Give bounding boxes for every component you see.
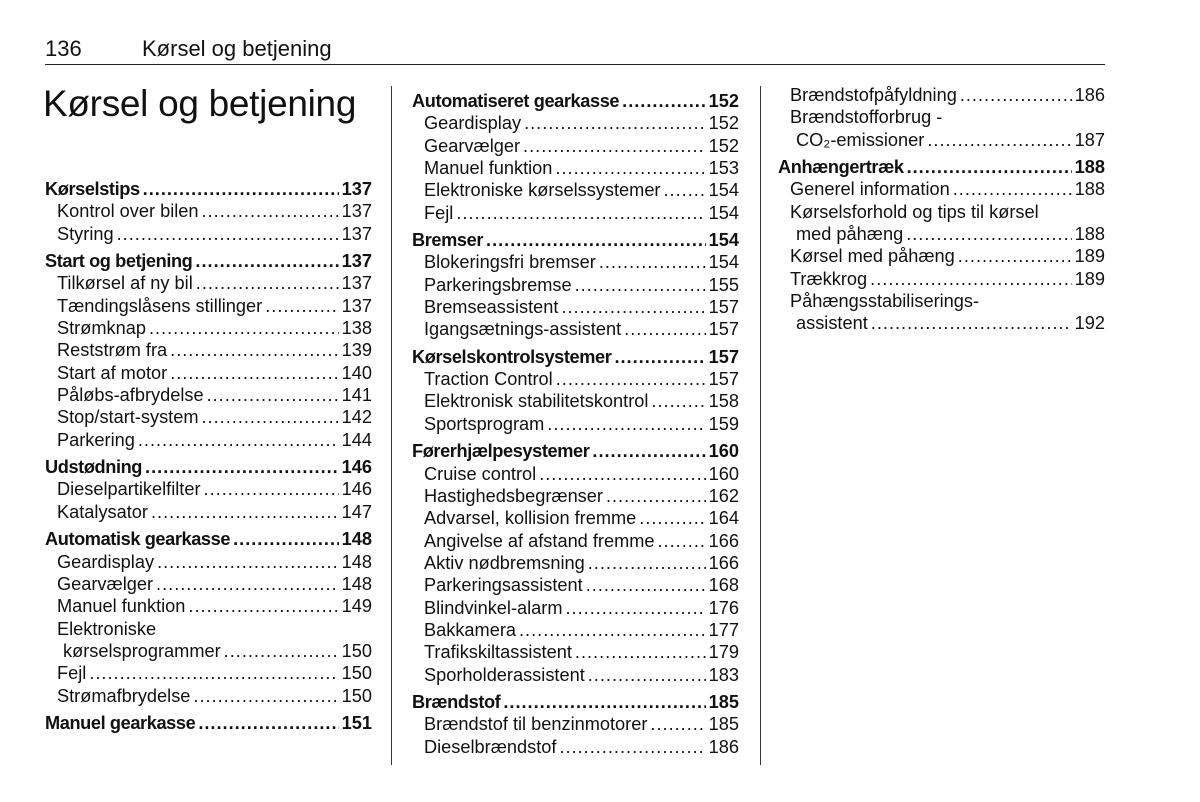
leader-dots [456, 202, 705, 224]
toc-sub-entry[interactable] [45, 551, 372, 573]
toc-sub-entry[interactable] [412, 485, 739, 507]
toc-sub-entry[interactable] [45, 406, 372, 428]
entry-label: Dieselbrændstof [424, 736, 557, 757]
entry-page: 149 [341, 596, 372, 617]
leader-dots [170, 339, 339, 361]
toc-section [412, 229, 739, 341]
entry-label: Sportsprogram [424, 413, 545, 434]
toc-sub-entry[interactable] [412, 157, 739, 179]
toc-sub-entry[interactable] [412, 641, 739, 663]
toc-chapter-entry[interactable] [45, 528, 372, 550]
leader-dots [202, 200, 339, 222]
toc-chapter-entry[interactable] [45, 712, 372, 734]
toc-section [45, 178, 372, 245]
entry-label: Start og betjening [45, 251, 193, 272]
entry-page: 192 [1074, 313, 1105, 334]
toc-sub-entry[interactable] [412, 368, 739, 390]
toc-sub-entry[interactable] [45, 295, 372, 317]
entry-label: Traction Control [424, 369, 553, 390]
entry-page: 154 [708, 252, 739, 273]
entry-page: 152 [708, 113, 739, 134]
entry-page: 157 [708, 369, 739, 390]
leader-dots [565, 597, 705, 619]
entry-label: Styring [57, 223, 114, 244]
toc-column-3 [778, 84, 1105, 340]
entry-label: Geardisplay [424, 113, 522, 134]
entry-page: 189 [1074, 268, 1105, 289]
column-divider [760, 86, 761, 765]
entry-label: Kørselskontrolsystemer [412, 346, 612, 367]
entry-label: Advarsel, kollision fremme [424, 508, 637, 529]
toc-sub-entry[interactable] [412, 736, 739, 758]
toc-chapter-entry[interactable] [412, 229, 739, 251]
entry-label: Fejl [57, 663, 87, 684]
entry-label: Brændstof [412, 691, 501, 712]
toc-sub-entry[interactable] [778, 129, 1105, 151]
leader-dots [559, 736, 705, 758]
entry-label: kørselsprogrammer [63, 640, 221, 661]
entry-label: Katalysator [57, 501, 148, 522]
entry-page: 187 [1074, 129, 1105, 150]
toc-sub-entry[interactable] [45, 200, 372, 222]
entry-page: 164 [708, 508, 739, 529]
entry-page: 144 [341, 429, 372, 450]
entry-page: 137 [341, 295, 372, 316]
toc-sub-entry[interactable] [45, 640, 372, 662]
leader-dots [524, 112, 706, 134]
leader-dots [960, 84, 1072, 106]
leader-dots [575, 641, 706, 663]
entry-page: 154 [708, 230, 739, 251]
entry-page: 150 [341, 640, 372, 661]
leader-dots [651, 390, 705, 412]
entry-label: Start af motor [57, 362, 168, 383]
entry-label-line1: Kørselsforhold og tips til kørsel [790, 201, 1039, 222]
toc-sub-entry[interactable] [45, 223, 372, 245]
entry-label: Angivelse af afstand fremme [424, 530, 655, 551]
entry-label: Elektronisk stabilitetskontrol [424, 391, 649, 412]
toc-chapter-entry[interactable] [45, 178, 372, 200]
toc-sub-entry[interactable] [45, 501, 372, 523]
entry-page: 157 [708, 346, 739, 367]
toc-sub-entry[interactable] [412, 664, 739, 686]
entry-page: 186 [1074, 85, 1105, 105]
toc-section [778, 156, 1105, 335]
leader-dots [156, 573, 339, 595]
toc-section [412, 691, 739, 758]
leader-dots [639, 507, 705, 529]
leader-dots [588, 552, 706, 574]
toc-sub-entry[interactable] [45, 662, 372, 684]
entry-label: Strømafbrydelse [57, 685, 191, 706]
leader-dots [927, 129, 1071, 151]
entry-label: Førerhjælpesystemer [412, 441, 590, 462]
entry-page: 137 [341, 179, 372, 199]
entry-page: 160 [708, 463, 739, 484]
entry-page: 188 [1074, 157, 1105, 178]
leader-dots [89, 662, 338, 684]
entry-label: Cruise control [424, 463, 537, 484]
toc-sub-entry[interactable] [412, 274, 739, 296]
leader-dots [556, 368, 706, 390]
leader-dots [196, 272, 339, 294]
toc-sub-entry[interactable] [412, 530, 739, 552]
entry-page: 148 [341, 573, 372, 594]
chapter-title: Kørsel og betjening [43, 83, 357, 124]
toc-sub-entry[interactable] [45, 272, 372, 294]
entry-label: med påhæng [796, 224, 904, 245]
leader-dots [586, 574, 706, 596]
leader-dots [870, 268, 1072, 290]
leader-dots [503, 691, 705, 713]
entry-page: 148 [341, 551, 372, 572]
entry-label: Parkeringsbremse [424, 274, 572, 295]
toc-sub-entry[interactable] [412, 619, 739, 641]
leader-dots [539, 463, 705, 485]
entry-label: Brændstof til benzinmotorer [424, 714, 648, 735]
leader-dots [664, 179, 706, 201]
leader-dots [149, 317, 339, 339]
entry-label: assistent [796, 313, 868, 334]
leader-dots [188, 595, 338, 617]
entry-page: 158 [708, 391, 739, 412]
toc-section [45, 250, 372, 451]
leader-dots [658, 530, 706, 552]
entry-page: 151 [341, 712, 372, 733]
entry-page: 137 [341, 201, 372, 222]
toc-section [45, 712, 372, 734]
entry-label: Trækkrog [790, 268, 868, 289]
toc-sub-entry[interactable] [778, 178, 1105, 200]
entry-page: 137 [341, 223, 372, 244]
leader-dots [198, 712, 338, 734]
toc-sub-entry[interactable] [412, 597, 739, 619]
entry-label: Blindvinkel-alarm [424, 597, 563, 618]
entry-page: 155 [708, 274, 739, 295]
toc-sub-entry[interactable] [412, 574, 739, 596]
toc-sub-entry[interactable] [45, 317, 372, 339]
entry-page: 168 [708, 575, 739, 596]
entry-page: 137 [341, 273, 372, 294]
entry-label: Parkeringsassistent [424, 575, 583, 596]
toc-sub-entry[interactable] [412, 251, 739, 273]
toc-sub-entry[interactable] [412, 713, 739, 735]
leader-dots [138, 429, 339, 451]
entry-label: Manuel gearkasse [45, 712, 196, 733]
toc-chapter-entry[interactable] [412, 440, 739, 462]
column-divider [391, 86, 392, 765]
entry-label: Brændstofpåfyldning [790, 85, 957, 105]
entry-label: Geardisplay [57, 551, 155, 572]
entry-page: 162 [708, 485, 739, 506]
entry-page: 166 [708, 530, 739, 551]
leader-dots [606, 485, 706, 507]
toc-section [45, 456, 372, 523]
leader-dots [157, 551, 339, 573]
leader-dots [193, 685, 338, 707]
leader-dots [592, 440, 705, 462]
entry-label: Fejl [424, 202, 454, 223]
toc-sub-entry[interactable] [778, 223, 1105, 245]
entry-page: 157 [708, 319, 739, 340]
toc-section [412, 440, 739, 686]
leader-dots [145, 456, 339, 478]
toc-sub-entry[interactable] [412, 463, 739, 485]
toc-sub-entry[interactable] [412, 202, 739, 224]
toc-chapter-entry[interactable] [412, 691, 739, 713]
toc-sub-entry[interactable] [45, 384, 372, 406]
toc-chapter-entry[interactable] [45, 456, 372, 478]
page-number: 136 [45, 36, 82, 61]
entry-page: 159 [708, 413, 739, 434]
entry-label-line1: Brændstofforbrug - [790, 107, 943, 128]
leader-dots [599, 251, 706, 273]
leader-dots [547, 413, 705, 435]
toc-sub-entry[interactable] [778, 245, 1105, 267]
entry-page: 150 [341, 685, 372, 706]
entry-page: 153 [708, 158, 739, 179]
leader-dots [614, 346, 705, 368]
toc-chapter-entry[interactable] [45, 250, 372, 272]
toc-sub-entry[interactable] [45, 573, 372, 595]
entry-page: 166 [708, 552, 739, 573]
entry-label: CO₂-emissioner [796, 129, 925, 150]
leader-dots [906, 223, 1071, 245]
toc-sub-entry[interactable] [45, 478, 372, 500]
entry-page: 152 [708, 135, 739, 156]
entry-page: 189 [1074, 246, 1105, 267]
entry-label: Manuel funktion [424, 158, 553, 179]
entry-label: Strømknap [57, 318, 146, 339]
entry-label: Dieselpartikelfilter [57, 479, 201, 500]
entry-page: 179 [708, 642, 739, 663]
entry-page: 157 [708, 297, 739, 318]
entry-page: 142 [341, 407, 372, 428]
toc-sub-entry[interactable] [778, 268, 1105, 290]
entry-label: Igangsætnings-assistent [424, 319, 622, 340]
toc-sub-entry[interactable] [45, 339, 372, 361]
toc-chapter-entry[interactable] [412, 90, 739, 112]
entry-label: Automatiseret gearkasse [412, 91, 620, 111]
entry-page: 146 [341, 479, 372, 500]
leader-dots [624, 318, 705, 340]
toc-chapter-entry[interactable] [412, 346, 739, 368]
entry-label: Udstødning [45, 457, 143, 478]
leader-dots [170, 362, 338, 384]
leader-dots [204, 478, 339, 500]
leader-dots [561, 296, 705, 318]
toc-sub-entry[interactable] [412, 413, 739, 435]
leader-dots [907, 156, 1072, 178]
toc-sub-entry[interactable] [778, 84, 1105, 106]
entry-page: 176 [708, 597, 739, 618]
entry-label: Bremseassistent [424, 297, 559, 318]
entry-label: Aktiv nødbremsning [424, 552, 585, 573]
toc-sub-entry[interactable] [412, 179, 739, 201]
toc-section [412, 346, 739, 435]
entry-label: Sporholderassistent [424, 664, 585, 685]
entry-page: 141 [341, 385, 372, 406]
entry-label: Generel information [790, 179, 950, 200]
leader-dots [555, 157, 705, 179]
entry-label: Kørsel med påhæng [790, 246, 955, 267]
entry-label: Bremser [412, 230, 484, 251]
toc-sub-entry[interactable] [412, 296, 739, 318]
entry-label: Gearvælger [57, 573, 154, 594]
leader-dots [622, 90, 706, 112]
entry-label: Trafikskiltassistent [424, 642, 572, 663]
entry-page: 138 [341, 318, 372, 339]
leader-dots [953, 178, 1072, 200]
toc-sub-entry[interactable] [45, 595, 372, 617]
toc-column-1 [45, 178, 372, 739]
entry-page: 188 [1074, 224, 1105, 245]
leader-dots [143, 178, 339, 200]
leader-dots [575, 274, 706, 296]
leader-dots [486, 229, 706, 251]
entry-page: 152 [708, 91, 739, 111]
entry-label: Kontrol over bilen [57, 201, 199, 222]
leader-dots [224, 640, 339, 662]
toc-sub-entry[interactable] [45, 362, 372, 384]
entry-label: Parkering [57, 429, 135, 450]
entry-label: Gearvælger [424, 135, 521, 156]
toc-sub-entry[interactable] [412, 112, 739, 134]
entry-label: Elektroniske kørselssystemer [424, 180, 661, 201]
toc-section [45, 528, 372, 707]
entry-label: Bakkamera [424, 619, 516, 640]
entry-label: Automatisk gearkasse [45, 529, 231, 550]
entry-page: 160 [708, 441, 739, 462]
leader-dots [195, 250, 338, 272]
leader-dots [523, 135, 706, 157]
entry-label: Hastighedsbegrænser [424, 485, 603, 506]
toc-sub-entry[interactable] [778, 312, 1105, 334]
entry-page: 154 [708, 202, 739, 223]
entry-page: 140 [341, 362, 372, 383]
leader-dots [958, 245, 1072, 267]
entry-page: 146 [341, 457, 372, 478]
entry-page: 186 [708, 736, 739, 757]
leader-dots [117, 223, 339, 245]
running-title: Kørsel og betjening [142, 36, 332, 61]
entry-label: Reststrøm fra [57, 340, 168, 361]
entry-label: Tilkørsel af ny bil [57, 273, 193, 294]
entry-page: 177 [708, 619, 739, 640]
leader-dots [519, 619, 706, 641]
toc-chapter-entry[interactable] [778, 156, 1105, 178]
toc-section [778, 84, 1105, 151]
entry-page: 185 [708, 714, 739, 735]
page-header [45, 36, 1105, 65]
toc-sub-entry[interactable] [412, 318, 739, 340]
entry-label: Blokeringsfri bremser [424, 252, 596, 273]
leader-dots [265, 295, 338, 317]
entry-page: 147 [341, 501, 372, 522]
entry-page: 183 [708, 664, 739, 685]
leader-dots [151, 501, 339, 523]
entry-page: 139 [341, 340, 372, 361]
entry-page: 150 [341, 663, 372, 684]
entry-label: Tændingslåsens stillinger [57, 295, 263, 316]
toc-sub-entry[interactable] [45, 429, 372, 451]
toc-sub-entry[interactable] [412, 390, 739, 412]
entry-label-line1: Påhængsstabiliserings- [790, 291, 980, 312]
entry-page: 185 [708, 691, 739, 712]
entry-label: Påløbs-afbrydelse [57, 385, 204, 406]
entry-page: 137 [341, 251, 372, 272]
toc-sub-entry[interactable] [45, 685, 372, 707]
entry-page: 188 [1074, 179, 1105, 200]
leader-dots [588, 664, 706, 686]
entry-page: 154 [708, 180, 739, 201]
entry-label-line1: Elektroniske [57, 618, 157, 639]
entry-page: 148 [341, 529, 372, 550]
entry-label: Kørselstips [45, 179, 140, 199]
leader-dots [233, 528, 339, 550]
toc-sub-entry[interactable] [412, 507, 739, 529]
toc-column-2 [412, 90, 739, 763]
entry-label: Stop/start-system [57, 407, 199, 428]
entry-label: Manuel funktion [57, 596, 186, 617]
entry-label: Anhængertræk [778, 157, 904, 178]
toc-sub-entry[interactable] [412, 135, 739, 157]
toc-section [412, 90, 739, 224]
leader-dots [650, 713, 705, 735]
leader-dots [202, 406, 339, 428]
leader-dots [207, 384, 339, 406]
toc-sub-entry[interactable] [412, 552, 739, 574]
leader-dots [871, 312, 1072, 334]
